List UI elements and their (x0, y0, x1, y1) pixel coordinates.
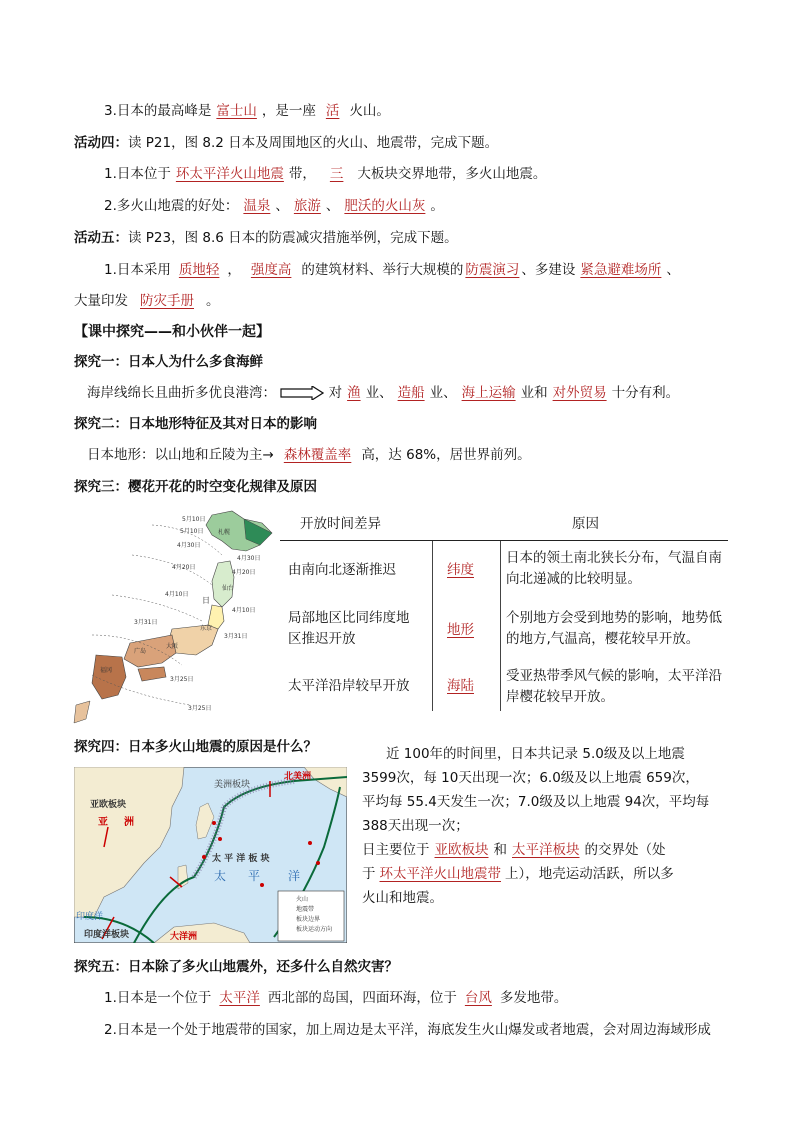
exp5-q1: 1.日本是一个位于 太平洋 西北部的岛国，四面环海，位于 台风 多发地带。 (104, 990, 568, 1006)
answer-drill: 防震演习 (465, 262, 520, 278)
exp1-line: 海岸线绵长且曲折多优良港湾： 对 渔 业、 造船 业、 海上运输 业和 对外贸易 十分有利。 (87, 385, 680, 401)
q3-line: 3.日本的最高峰是 富士山 ，是一座 活 火山。 (104, 103, 390, 119)
answer-plates-count: 三 (329, 166, 344, 182)
table-row-reason: 受亚热带季风气候的影响，太平洋沿 (506, 668, 722, 684)
column-divider (432, 541, 433, 711)
arrow-right-icon (280, 386, 324, 400)
activity5-heading: 活动五：读 P23，图 8.6 日本的防震减灾措施举例，完成下题。 (74, 230, 458, 246)
table-row-reason: 日本的领土南北狭长分布，气温自南 (506, 550, 722, 566)
table-row-reason: 个别地方会受到地势的影响，地势低 (506, 610, 722, 626)
activity4-heading: 活动四：读 P21，图 8.2 日本及周围地区的火山、地震带，完成下题。 (74, 135, 499, 151)
exp4-title: 探究四：日本多火山地震的原因是什么？ (74, 739, 317, 755)
answer-shipbuilding: 造船 (397, 385, 425, 401)
activity4-q2: 2.多火山地震的好处： 温泉 、 旅游 、 肥沃的火山灰 。 (104, 198, 444, 214)
exp5-title: 探究五：日本除了多火山地震外，还多什么自然灾害？ (74, 959, 398, 975)
activity4-q1: 1.日本位于 环太平洋火山地震 带， 三 大板块交界地带，多火山地震。 (104, 166, 547, 182)
exp5-q2: 2.日本是一个处于地震带的国家，加上周边是太平洋，海底发生火山爆发或者地震，会对周边海域形成 (104, 1022, 711, 1038)
answer-volcanic-ash: 肥沃的火山灰 (344, 198, 426, 214)
table-row-diff: 由南向北逐渐推迟 (288, 562, 396, 578)
answer-hot-spring: 温泉 (243, 198, 271, 214)
answer-trade: 对外贸易 (552, 385, 607, 401)
exp2-line: 日本地形：以山地和丘陵为主→ 森林覆盖率 高，达 68%，居世界前列。 (87, 447, 531, 463)
header-diff: 开放时间差异 (300, 516, 381, 532)
answer-ring-of-fire: 环太平洋火山地震带 (379, 866, 501, 882)
table-row-diff: 局部地区比同纬度地 (288, 610, 410, 626)
answer-belt: 环太平洋火山地震 (175, 166, 284, 182)
column-divider (500, 541, 501, 711)
answer-shipping: 海上运输 (461, 385, 516, 401)
plate-map: 北美洲 亚欧板块 亚 洲 美洲板块 太 平 洋 板 块 太 平 洋 印度洋 印度洋板块 大洋洲 火山 地震带 板块边界 板块运动方向 (74, 767, 347, 943)
table-row-reason: 向北递减的比较明显。 (506, 571, 641, 587)
table-row-diff: 区推迟开放 (288, 631, 356, 647)
answer-light: 质地轻 (178, 262, 220, 278)
answer-volcano-type: 活 (325, 103, 340, 119)
answer-typhoon: 台风 (464, 990, 492, 1006)
answer-eurasian-plate: 亚欧板块 (434, 842, 489, 858)
answer-latitude: 纬度 (447, 562, 474, 578)
sakura-bloom-map: 5月10日 5月10日 4月30日 4月30日 4月20日 4月20日 4月10日 4月10日 3月31日 3月31日 3月25日 3月25日 札幌 仙台 日 东京 大阪 广岛 福冈 (72, 505, 278, 733)
answer-pacific-plate: 太平洋板块 (512, 842, 580, 858)
answer-manual: 防灾手册 (140, 293, 194, 309)
activity5-q1: 1.日本采用 质地轻 ， 强度高 的建筑材料、举行大规模的 防震演习 、多建设 紧急避难场所 、 (104, 262, 680, 278)
table-row-reason: 的地方,气温高，樱花较早开放。 (506, 631, 700, 647)
table-header (280, 508, 728, 541)
exp1-title: 探究一：日本人为什么多食海鲜 (74, 354, 263, 370)
exp2-title: 探究二：日本地形特征及其对日本的影响 (74, 416, 317, 432)
answer-pacific: 太平洋 (219, 990, 260, 1006)
table-row-diff: 太平洋沿岸较早开放 (288, 678, 410, 694)
answer-forest-rate: 森林覆盖率 (283, 447, 352, 463)
activity5-q1-cont: 大量印发 防灾手册 。 (74, 293, 220, 309)
table-row-reason: 岸樱花较早开放。 (506, 689, 614, 705)
exp4-paragraph: 近 100年的时间里，日本共记录 5.0级及以上地震 3599次，每 10天出现一次；6.0级及以上地震 659次， 平均每 55.4天发生一次；7.0级及以上地震 94次，平均每 388天出现一次； 日主要位于 亚欧板块 和 太平洋板块 的交界处（处 于 环太平洋火山地震带 上），地壳运动活跃，所以多 火山和地震。 (362, 746, 710, 906)
header-reason: 原因 (572, 516, 599, 532)
section-heading: 【课中探究——和小伙伴一起】 (74, 324, 270, 340)
answer-terrain: 地形 (447, 622, 474, 638)
answer-shelter: 紧急避难场所 (580, 262, 662, 278)
answer-highest-peak: 富士山 (216, 103, 257, 119)
answer-fishery: 渔 (347, 385, 361, 401)
answer-tourism: 旅游 (293, 198, 321, 214)
exp3-title: 探究三：樱花开花的时空变化规律及原因 (74, 479, 317, 495)
answer-strength: 强度高 (250, 262, 292, 278)
answer-land-sea: 海陆 (447, 678, 474, 694)
japan-map-graphic (72, 505, 278, 733)
